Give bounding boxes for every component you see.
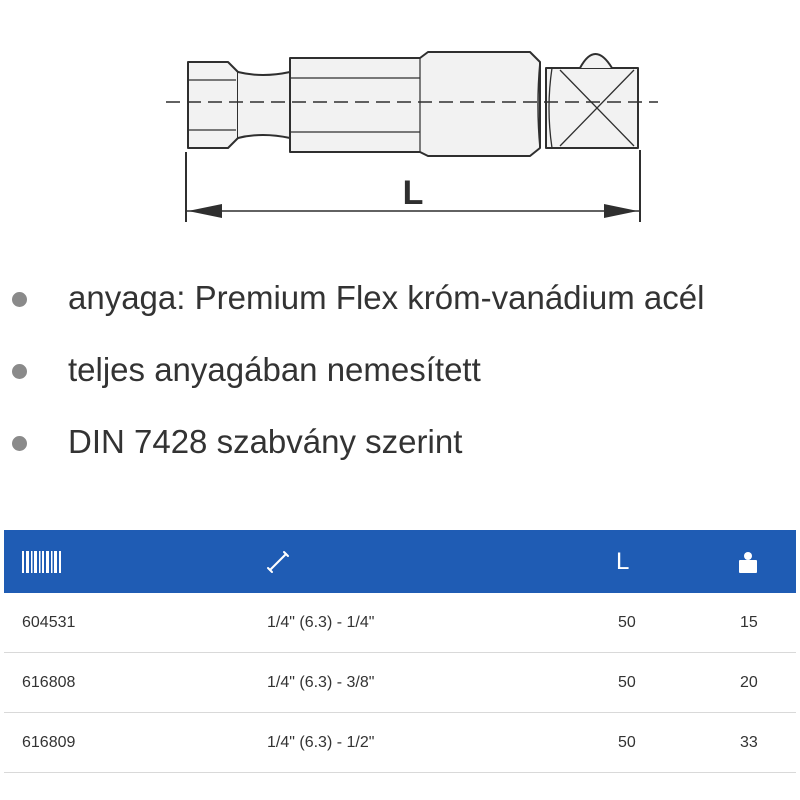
barcode-icon <box>22 551 62 573</box>
cell-length: 50 <box>618 674 636 691</box>
cell-weight: 15 <box>740 614 758 631</box>
table-row <box>4 713 796 773</box>
cell-code: 604531 <box>22 614 76 631</box>
table-row <box>4 593 796 653</box>
table-header <box>4 530 796 593</box>
feature-item <box>0 334 800 406</box>
wrench-size-icon <box>266 550 290 574</box>
weight-icon <box>738 551 758 573</box>
cell-code: 616809 <box>22 734 76 751</box>
cell-weight: 20 <box>740 674 758 691</box>
feature-text: DIN 7428 szabvány szerint <box>68 423 463 460</box>
cell-code: 616808 <box>22 674 76 691</box>
header-weight <box>738 530 758 593</box>
header-length: L <box>616 547 630 575</box>
dimension-label: L <box>402 174 424 212</box>
feature-item <box>0 406 800 478</box>
spec-table <box>4 530 796 773</box>
bullet-icon <box>12 292 27 307</box>
bullet-icon <box>12 364 27 379</box>
technical-drawing <box>0 0 800 245</box>
cell-length: 50 <box>618 614 636 631</box>
feature-item <box>0 262 800 334</box>
adapter-drawing <box>0 0 800 245</box>
cell-length: 50 <box>618 734 636 751</box>
table-row <box>4 653 796 713</box>
feature-text: teljes anyagában nemesített <box>68 351 481 388</box>
cell-size: 1/4" (6.3) - 1/2" <box>267 734 375 751</box>
feature-list <box>0 262 800 478</box>
header-code <box>22 530 62 593</box>
cell-weight: 33 <box>740 734 758 751</box>
feature-text: anyaga: Premium Flex króm-vanádium acél <box>68 279 705 316</box>
bullet-icon <box>12 436 27 451</box>
header-size <box>266 530 290 593</box>
cell-size: 1/4" (6.3) - 1/4" <box>267 614 375 631</box>
cell-size: 1/4" (6.3) - 3/8" <box>267 674 375 691</box>
